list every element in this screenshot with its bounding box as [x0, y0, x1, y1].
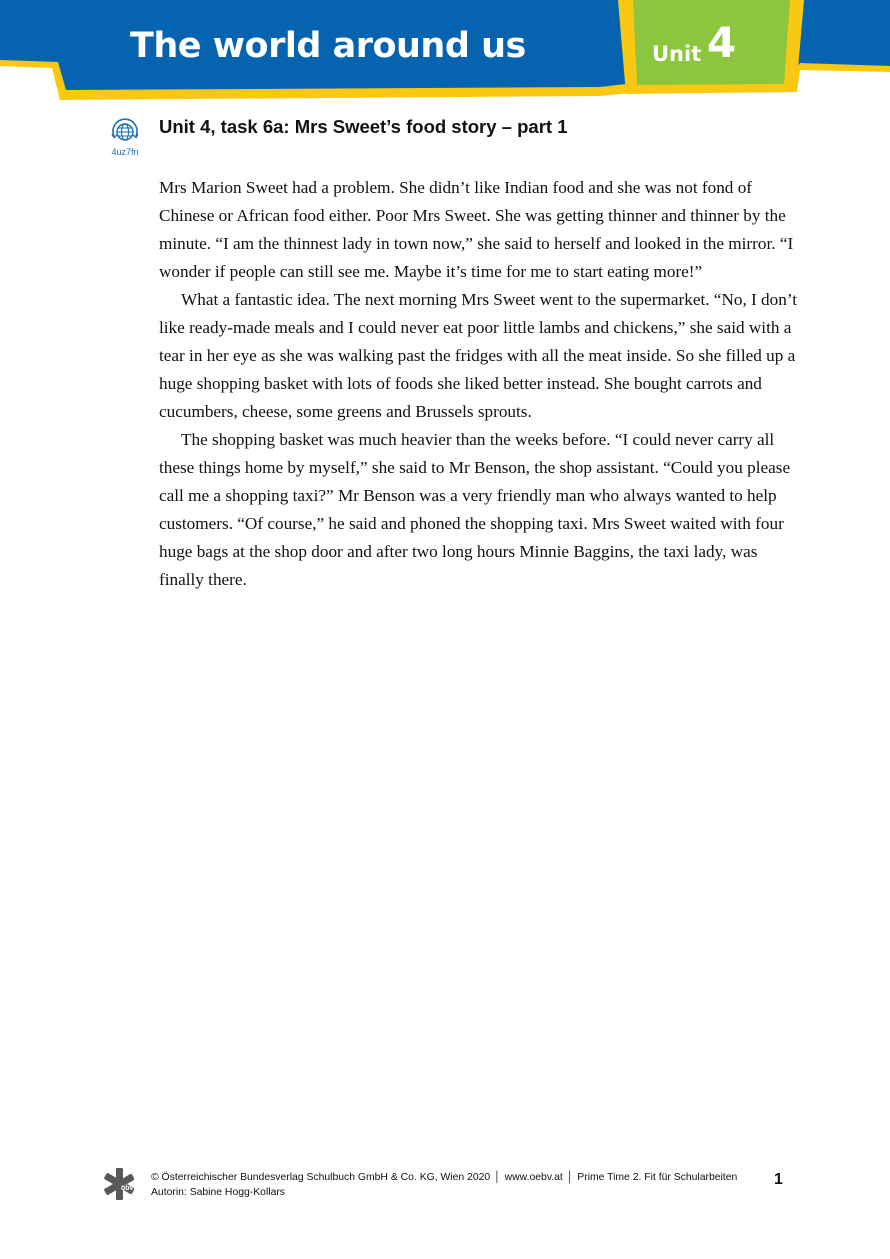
web-code: 4uz7fn	[111, 147, 139, 157]
author: Autorin: Sabine Hogg-Kollars	[151, 1187, 285, 1198]
story-paragraph: What a fantastic idea. The next morning Mrs Sweet went to the supermarket. “No, I don’t like ready-made meals and I could never eat poor little lambs and chickens,” she said with a tear in her eye as she was walking past the fridges with all the meat inside. So she filled up a huge shopping basket with lots of foods she liked better instead. She bought carrots and cucumbers, cheese, some greens and Brussels sprouts.	[159, 290, 798, 421]
footer-line-1: © Österreichischer Bundesverlag Schulbuch GmbH & Co. KG, Wien 2020 │ www.oebv.at │ Prime Time 2. Fit für Schularbeiten	[151, 1172, 738, 1183]
unit-number: 4	[707, 18, 737, 67]
story-paragraph: Mrs Marion Sweet had a problem. She didn’t like Indian food and she was not fond of Chinese or African food either. Poor Mrs Sweet. She was getting thinner and thinner by the minute. “I am the thinnest lady in town now,” she said to herself and looked in the mirror. “I wonder if people can still see me. Maybe it’s time for me to start eating more!”	[159, 178, 794, 281]
oebv-logo-icon	[104, 1167, 134, 1201]
unit-label: Unit	[652, 42, 702, 66]
logo-text: öbv	[121, 1185, 134, 1192]
website-link[interactable]: www.oebv.at	[504, 1172, 563, 1183]
story-text	[159, 174, 799, 594]
globe-link-icon	[109, 118, 141, 146]
story-paragraph: The shopping basket was much heavier than the weeks before. “I could never carry all these things home by myself,” she said to Mr Benson, the shop assistant. “Could you please call me a shopping taxi?” Mr Benson was a very friendly man who always wanted to help customers. “Of course,” he said and phoned the shopping taxi. Mrs Sweet waited with four huge bags at the shop door and after two long hours Minnie Baggins, the taxi lady, was finally there.	[159, 430, 791, 589]
footer-text	[151, 1170, 737, 1200]
book-title: Prime Time 2. Fit für Schularbeiten	[577, 1172, 738, 1183]
page-title: The world around us	[130, 26, 526, 66]
header-banner	[0, 0, 890, 110]
copyright: © Österreichischer Bundesverlag Schulbuch GmbH & Co. KG, Wien 2020	[151, 1172, 491, 1183]
web-link[interactable]	[104, 118, 146, 157]
task-title: Unit 4, task 6a: Mrs Sweet’s food story – part 1	[159, 116, 568, 137]
publisher-logo	[104, 1167, 134, 1201]
page-number: 1	[774, 1171, 783, 1188]
